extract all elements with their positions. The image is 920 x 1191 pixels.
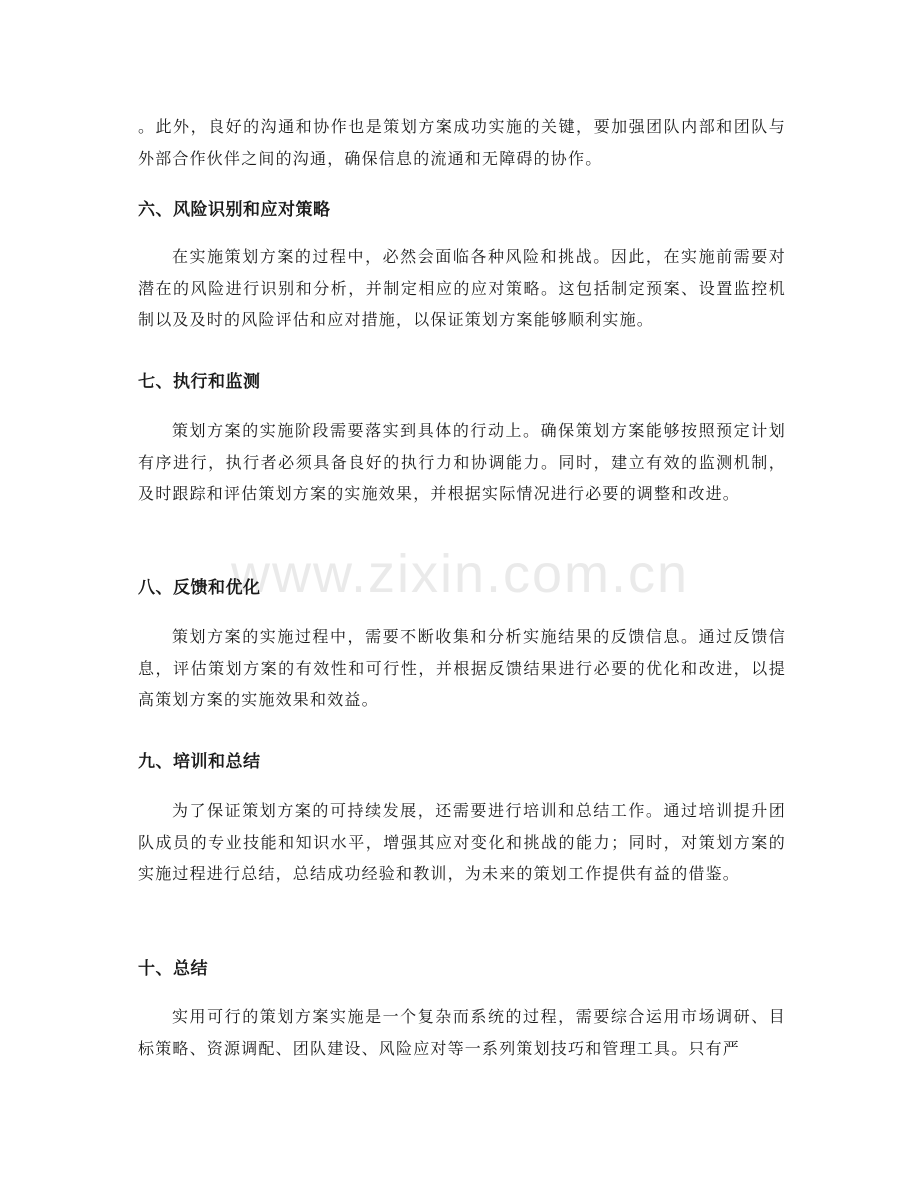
intro-paragraph: 。此外，良好的沟通和协作也是策划方案成功实施的关键，要加强团队内部和团队与外部合作伙伴之间的沟通，确保信息的流通和无障碍的协作。 [138, 117, 786, 168]
section-heading-8: 八、反馈和优化 [138, 578, 261, 598]
section-body-6: 在实施策划方案的过程中，必然会面临各种风险和挑战。因此，在实施前需要对潜在的风险进行识别和分析，并制定相应的应对策略。这包括制定预案、设置监控机制以及及时的风险评估和应对措施，以保证策划方案能够顺利实施。 [138, 247, 786, 329]
section-heading-6: 六、风险识别和应对策略 [138, 200, 331, 220]
section-heading-10: 十、总结 [138, 959, 208, 979]
watermark: www.zixin.com.cn [230, 544, 690, 604]
section-body-9: 为了保证策划方案的可持续发展，还需要进行培训和总结工作。通过培训提升团队成员的专业技能和知识水平，增强其应对变化和挑战的能力；同时，对策划方案的实施过程进行总结，总结成功经验和教训，为未来的策划工作提供有益的借鉴。 [138, 801, 786, 883]
section-heading-9: 九、培训和总结 [138, 752, 261, 772]
section-body-10: 实用可行的策划方案实施是一个复杂而系统的过程，需要综合运用市场调研、目标策略、资源调配、团队建设、风险应对等一系列策划技巧和管理工具。只有严 [138, 1007, 786, 1058]
section-body-8: 策划方案的实施过程中，需要不断收集和分析实施结果的反馈信息。通过反馈信息，评估策划方案的有效性和可行性，并根据反馈结果进行必要的优化和改进，以提高策划方案的实施效果和效益。 [138, 627, 786, 709]
section-heading-7: 七、执行和监测 [138, 372, 261, 392]
section-body-7: 策划方案的实施阶段需要落实到具体的行动上。确保策划方案能够按照预定计划有序进行，执行者必须具备良好的执行力和协调能力。同时，建立有效的监测机制，及时跟踪和评估策划方案的实施效果，并根据实际情况进行必要的调整和改进。 [138, 421, 786, 503]
